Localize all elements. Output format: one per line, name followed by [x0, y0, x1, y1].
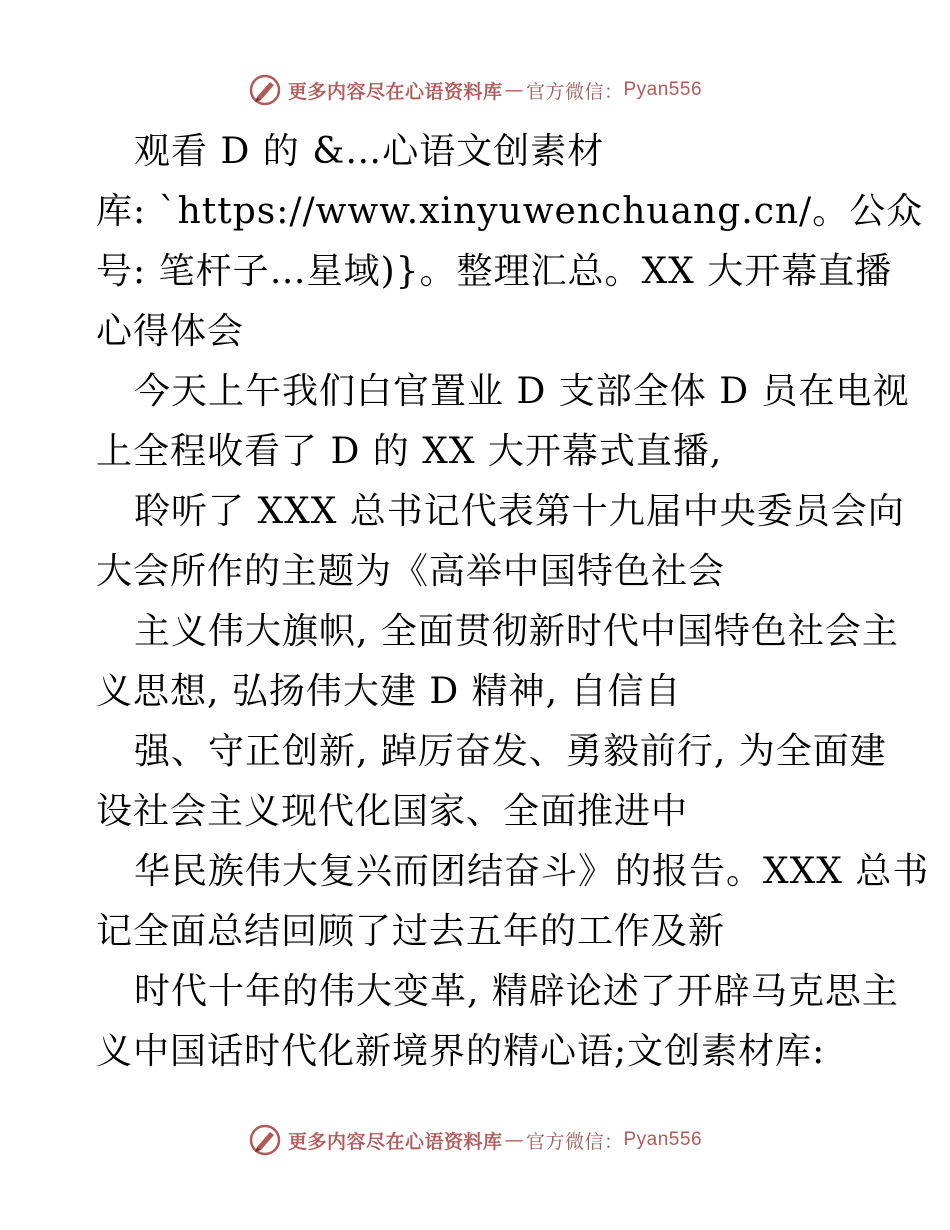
- text-line: 观看 D 的 &…心语文创素材: [134, 131, 605, 172]
- text-line: 上全程收看了 D 的 XX 大开幕式直播,: [96, 431, 723, 472]
- text-line: 大会所作的主题为《高举中国特色社会: [96, 551, 726, 592]
- document-body: [96, 122, 930, 1082]
- footer-banner-separator: —: [504, 1129, 524, 1151]
- footer-banner-title: 更多内容尽在心语资料库: [287, 1130, 503, 1153]
- header-watermark: [0, 70, 950, 110]
- header-banner-separator: —: [504, 79, 524, 101]
- footer-wechat-id: Pyan556: [623, 1129, 703, 1150]
- text-line: 时代十年的伟大变革, 精辟论述了开辟马克思主: [134, 971, 899, 1012]
- text-line: 义思想, 弘扬伟大建 D 精神, 自信自: [96, 671, 682, 712]
- header-wechat-id: Pyan556: [623, 79, 703, 100]
- text-line: 义中国话时代化新境界的精心语;文创素材库:: [96, 1031, 826, 1072]
- header-banner-title: 更多内容尽在心语资料库: [287, 80, 503, 103]
- text-line: 记全面总结回顾了过去五年的工作及新: [96, 911, 726, 952]
- text-line: 设社会主义现代化国家、全面推进中: [96, 791, 689, 832]
- text-line: 心得体会: [96, 311, 245, 352]
- pen-logo-icon: [248, 1123, 282, 1157]
- footer-wechat-label: 官方微信：: [525, 1130, 624, 1153]
- text-line: 强、守正创新, 踔厉奋发、勇毅前行, 为全面建: [134, 731, 887, 772]
- text-line: 库: `https://www.xinyuwenchuang.cn/。公众: [96, 191, 924, 232]
- footer-watermark: [0, 1120, 950, 1160]
- text-line: 今天上午我们白官置业 D 支部全体 D 员在电视: [134, 371, 910, 412]
- text-line: 号: 笔杆子…星域)}。整理汇总。XX 大开幕直播: [96, 251, 893, 292]
- text-line: 主义伟大旗帜, 全面贯彻新时代中国特色社会主: [134, 611, 899, 652]
- text-line: 华民族伟大复兴而团结奋斗》的报告。XXX 总书: [134, 851, 930, 892]
- pen-logo-icon: [248, 73, 282, 107]
- header-wechat-label: 官方微信：: [525, 80, 624, 103]
- text-line: 聆听了 XXX 总书记代表第十九届中央委员会向: [134, 491, 905, 532]
